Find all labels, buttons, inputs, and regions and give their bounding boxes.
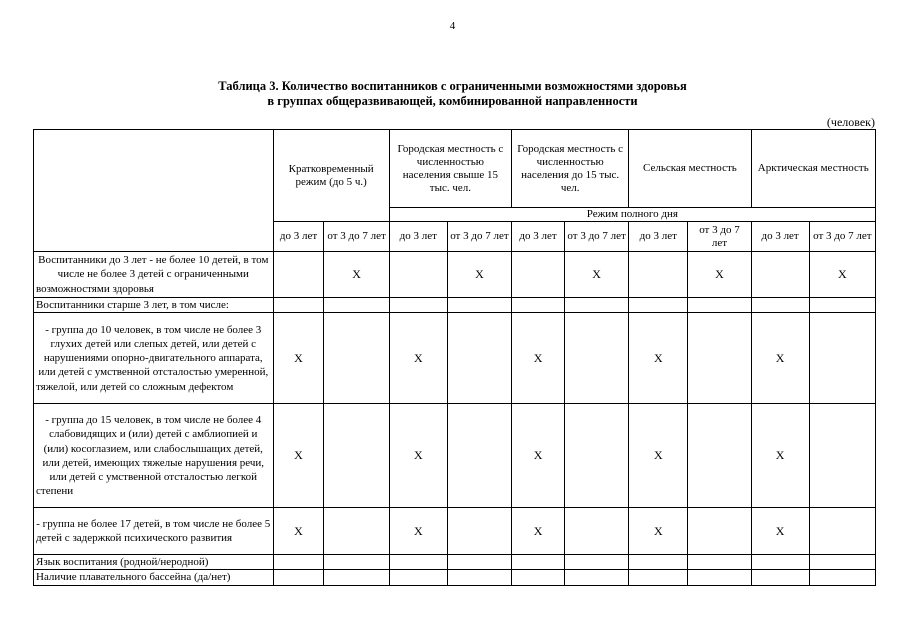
table-title-line2: в группах общеразвивающей, комбинированной направленности xyxy=(267,94,638,108)
header-age-3-to-7: от 3 до 7 лет xyxy=(324,222,389,252)
mark-cell: X xyxy=(273,508,324,555)
mark-cell: X xyxy=(512,404,565,508)
header-full-day: Режим полного дня xyxy=(389,208,875,222)
mark-cell: X xyxy=(389,508,447,555)
mark-cell: X xyxy=(809,252,875,298)
mark-cell: X xyxy=(629,404,688,508)
mark-cell: X xyxy=(688,252,751,298)
empty-cell xyxy=(389,298,447,313)
row-label: - группа не более 17 детей, в том числе не более 5 детей с задержкой психического развития xyxy=(34,508,274,555)
mark-cell: X xyxy=(389,313,447,404)
row-label: Язык воспитания (родной/неродной) xyxy=(34,555,274,570)
empty-cell xyxy=(273,298,324,313)
table-title-line1: Таблица 3. Количество воспитанников с ограниченными возможностями здоровья xyxy=(218,79,687,93)
empty-cell xyxy=(565,404,629,508)
empty-cell xyxy=(512,298,565,313)
empty-cell xyxy=(809,570,875,585)
empty-cell xyxy=(565,555,629,570)
table-row xyxy=(34,404,876,508)
empty-cell xyxy=(512,555,565,570)
table-row xyxy=(34,313,876,404)
mark-cell: X xyxy=(565,252,629,298)
empty-cell xyxy=(751,555,809,570)
table-row xyxy=(34,555,876,570)
header-group-city-small: Городская местность с численностью населения до 15 тыс. чел. xyxy=(512,130,629,208)
empty-cell xyxy=(565,570,629,585)
empty-cell xyxy=(809,555,875,570)
empty-cell xyxy=(565,298,629,313)
empty-cell xyxy=(389,570,447,585)
table-row xyxy=(34,252,876,298)
empty-cell xyxy=(389,252,447,298)
empty-cell xyxy=(447,404,511,508)
mark-cell: X xyxy=(447,252,511,298)
mark-cell: X xyxy=(751,508,809,555)
header-age-under-3: до 3 лет xyxy=(512,222,565,252)
empty-cell xyxy=(809,508,875,555)
empty-cell xyxy=(324,555,389,570)
empty-cell xyxy=(688,404,751,508)
header-group-rural: Сельская местность xyxy=(629,130,751,208)
table-row xyxy=(34,570,876,585)
header-age-under-3: до 3 лет xyxy=(273,222,324,252)
header-age-under-3: до 3 лет xyxy=(629,222,688,252)
mark-cell: X xyxy=(512,508,565,555)
header-age-3-to-7: от 3 до 7 лет xyxy=(809,222,875,252)
table-row xyxy=(34,298,876,313)
mark-cell: X xyxy=(751,313,809,404)
mark-cell: X xyxy=(629,313,688,404)
header-group-arctic: Арктическая местность xyxy=(751,130,875,208)
empty-cell xyxy=(447,508,511,555)
row-label: Наличие плавательного бассейна (да/нет) xyxy=(34,570,274,585)
empty-cell xyxy=(688,570,751,585)
header-age-under-3: до 3 лет xyxy=(389,222,447,252)
header-age-under-3: до 3 лет xyxy=(751,222,809,252)
header-age-3-to-7: от 3 до 7 лет xyxy=(447,222,511,252)
empty-cell xyxy=(324,508,389,555)
empty-cell xyxy=(273,555,324,570)
mark-cell: X xyxy=(512,313,565,404)
row-label: Воспитанники до 3 лет - не более 10 детей, в том числе не более 3 детей с ограниченными возможностями здоровья xyxy=(34,252,274,298)
empty-cell xyxy=(324,404,389,508)
empty-cell xyxy=(324,570,389,585)
empty-cell xyxy=(273,252,324,298)
mark-cell: X xyxy=(751,404,809,508)
mark-cell: X xyxy=(324,252,389,298)
empty-cell xyxy=(324,298,389,313)
empty-cell xyxy=(389,555,447,570)
empty-cell xyxy=(629,252,688,298)
empty-cell xyxy=(751,570,809,585)
empty-cell xyxy=(688,298,751,313)
empty-cell xyxy=(447,313,511,404)
empty-cell xyxy=(809,298,875,313)
empty-cell xyxy=(324,313,389,404)
empty-cell xyxy=(565,508,629,555)
empty-cell xyxy=(688,555,751,570)
empty-cell xyxy=(751,298,809,313)
mark-cell: X xyxy=(273,404,324,508)
empty-cell xyxy=(751,252,809,298)
statistics-table xyxy=(33,129,876,586)
mark-cell: X xyxy=(273,313,324,404)
mark-cell: X xyxy=(389,404,447,508)
table-row xyxy=(34,508,876,555)
empty-cell xyxy=(688,508,751,555)
unit-label: (человек) xyxy=(826,115,875,129)
header-age-3-to-7: от 3 до 7 лет xyxy=(688,222,751,252)
header-corner-cell xyxy=(34,130,274,252)
empty-cell xyxy=(809,313,875,404)
empty-cell xyxy=(688,313,751,404)
table-title xyxy=(0,79,905,109)
empty-cell xyxy=(512,252,565,298)
header-age-3-to-7: от 3 до 7 лет xyxy=(565,222,629,252)
empty-cell xyxy=(629,570,688,585)
empty-cell xyxy=(447,570,511,585)
header-row-groups xyxy=(34,130,876,208)
empty-cell xyxy=(273,570,324,585)
mark-cell: X xyxy=(629,508,688,555)
empty-cell xyxy=(629,555,688,570)
empty-cell xyxy=(512,570,565,585)
row-label: Воспитанники старше 3 лет, в том числе: xyxy=(34,298,274,313)
header-group-short-stay: Кратковременный режим (до 5 ч.) xyxy=(273,130,389,222)
header-group-city-large: Городская местность с численностью населения свыше 15 тыс. чел. xyxy=(389,130,511,208)
empty-cell xyxy=(565,313,629,404)
row-label: - группа до 10 человек, в том числе не более 3 глухих детей или слепых детей, или детей с нарушениями опорно-двигательного аппарата, или детей с умственной отсталостью умеренной, тяжелой, или детей со сложным дефектом xyxy=(34,313,274,404)
row-label: - группа до 15 человек, в том числе не более 4 слабовидящих и (или) детей с амблиопией и (или) косоглазием, или слабослышащих детей, или детей, имеющих тяжелые нарушения речи, или детей с умственной отсталостью легкой степени xyxy=(34,404,274,508)
empty-cell xyxy=(447,555,511,570)
page-number: 4 xyxy=(449,20,456,32)
empty-cell xyxy=(809,404,875,508)
empty-cell xyxy=(629,298,688,313)
empty-cell xyxy=(447,298,511,313)
